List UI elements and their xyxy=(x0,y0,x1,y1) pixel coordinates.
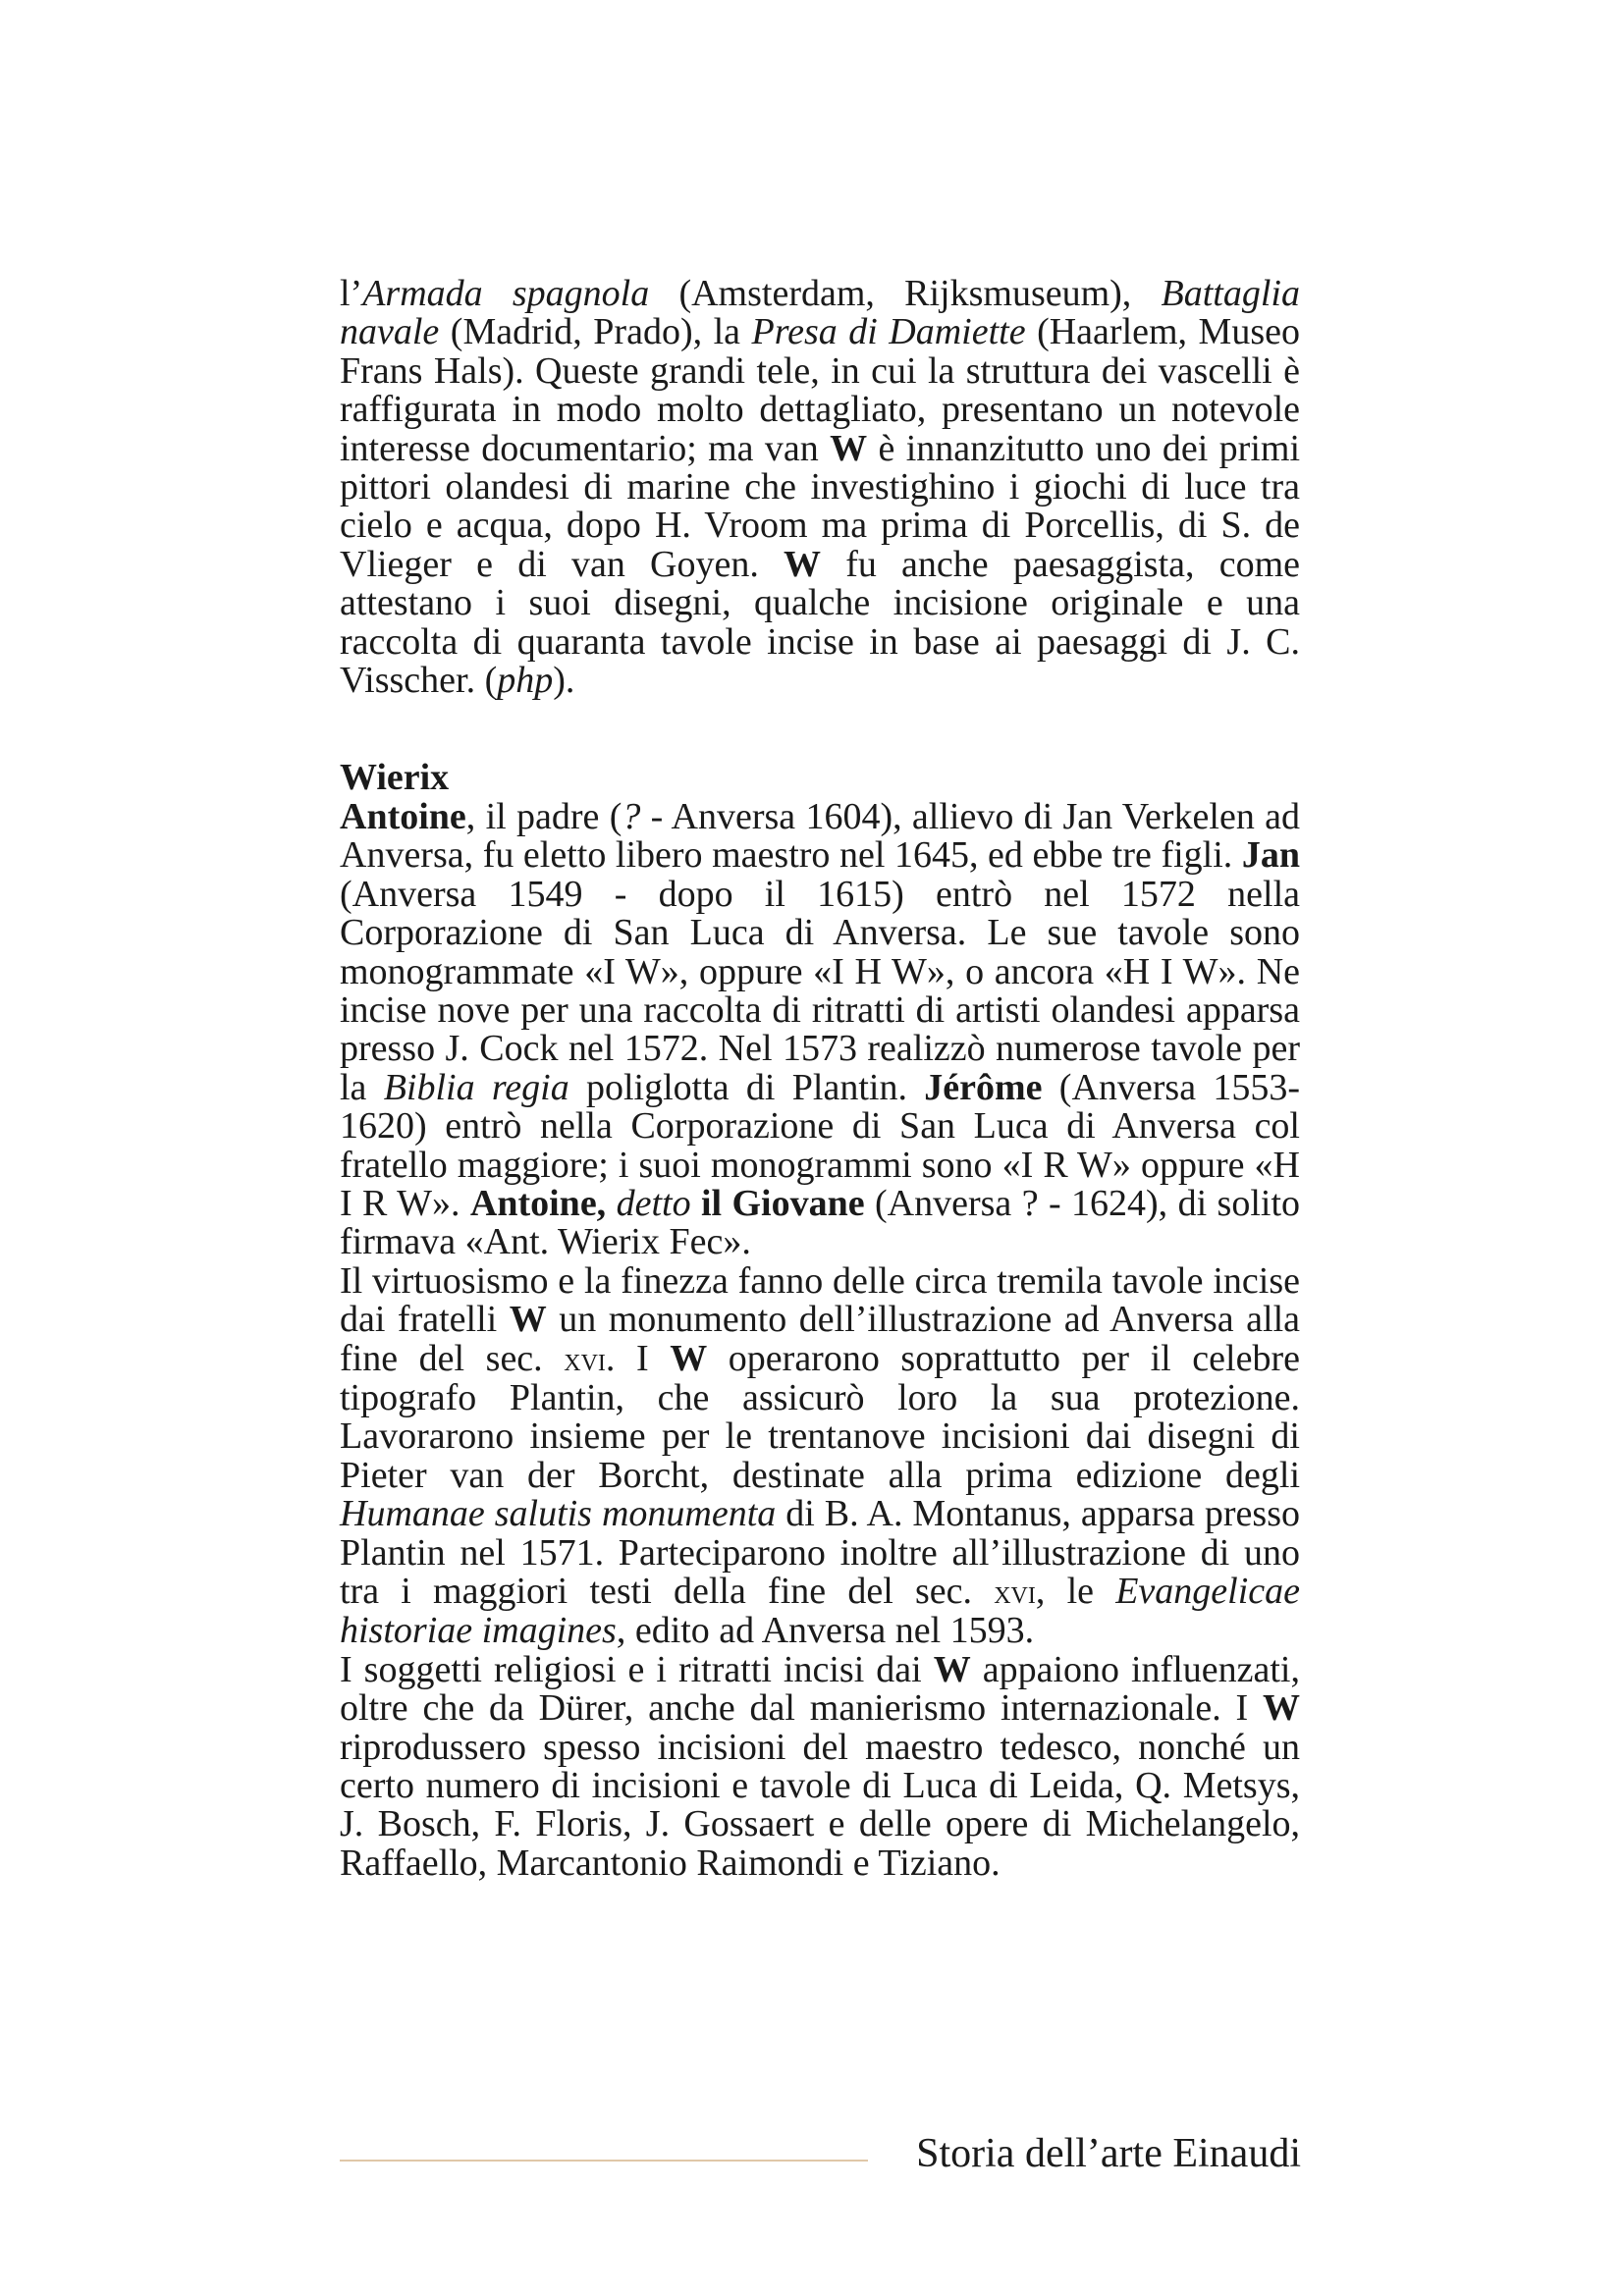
person-name: Antoine, xyxy=(469,1182,607,1224)
person-name: il Giovane xyxy=(690,1182,865,1224)
artwork-title: Armada spagnola xyxy=(362,273,650,314)
work-title: Biblia regia xyxy=(383,1066,569,1108)
century-numeral: xvi xyxy=(564,1341,606,1378)
text-run: fu anche paesaggista, come attestano i suoi disegni, qualche incisione originale e una raccolta di quaranta tavole incise in base ai paesaggi di J. C. Visscher. ( xyxy=(340,543,1300,702)
text-run: - Anversa 1604), allievo di Jan Verkelen ad Anversa, fu eletto libero maestro nel 1645, ed ebbe tre figli. xyxy=(340,795,1300,877)
artist-initial: W xyxy=(933,1648,971,1690)
entry-heading: Wierix xyxy=(340,757,450,799)
person-name: Jan xyxy=(1241,834,1300,877)
text-run: detto xyxy=(606,1182,691,1224)
text-run: Il virtuosismo e la finezza fanno delle circa tremila tavole incise dai fratelli xyxy=(340,1259,1300,1341)
artist-initial: W xyxy=(830,427,868,469)
text-run: (Amsterdam, Rijksmuseum), xyxy=(649,273,1162,314)
paragraph-family xyxy=(340,795,1301,1263)
text-run: (Anversa 1553-1620) entrò nella Corporazione di San Luca di Anversa col fratello maggiore; i suoi monogrammi sono «I R W» oppure «H I R W». xyxy=(340,1066,1300,1224)
text-run: riprodussero spesso incisioni del maestro tedesco, nonché un certo numero di incisioni e tavole di Luca di Leida, Q. Metsys, J. Bosch, F. Floris, J. Gossaert e delle opere di Michelangelo, Raffaello, Marcantonio Raimondi e Tiziano. xyxy=(340,1726,1300,1884)
intro-paragraph xyxy=(340,275,1300,700)
work-title: Humanae salutis monumenta xyxy=(340,1493,777,1535)
text-run: , il padre ( xyxy=(465,795,622,837)
artist-initial: W xyxy=(509,1299,547,1341)
footer-divider xyxy=(340,2160,868,2162)
text-run: di B. A. Montanus, apparsa presso Plantin nel 1571. Parteciparono inoltre all’illustrazione di uno tra i maggiori testi della fine del sec. xyxy=(340,1493,1300,1612)
artist-initial: W xyxy=(784,543,822,585)
text-run: . I xyxy=(605,1337,671,1379)
text-run: l’ xyxy=(340,273,363,314)
text-run: , le xyxy=(1035,1571,1116,1612)
text-run: ? xyxy=(622,795,641,837)
text-run: un monumento dell’illustrazione ad Anversa alla fine del sec. xyxy=(340,1299,1300,1379)
text-run: è innanzitutto uno dei primi pittori olandesi di marine che investighino i giochi di luce tra cielo e acqua, dopo H. Vroom ma prima di Porcellis, di S. de Vlieger e di van Goyen. xyxy=(340,427,1301,585)
text-run: I soggetti religiosi e i ritratti incisi dai xyxy=(340,1648,934,1690)
text-run: (Madrid, Prado), la xyxy=(439,311,752,353)
artwork-title: Battaglia navale xyxy=(340,273,1300,353)
text-run: (Haarlem, Museo Frans Hals). Queste grandi tele, in cui la struttura dei vascelli è raffigurata in modo molto dettagliato, presentano un notevole interesse documentario; ma van xyxy=(340,311,1300,469)
text-run: , edito ad Anversa nel 1593. xyxy=(616,1610,1035,1652)
paragraph-influences xyxy=(340,1648,1300,1884)
artist-initial: W xyxy=(1263,1687,1300,1730)
paragraph-works xyxy=(340,1259,1300,1652)
article-body xyxy=(340,275,1300,1883)
century-numeral: xvi xyxy=(994,1575,1036,1611)
text-run: appaiono influenzati, oltre che da Dürer, anche dal manierismo internazionale. I xyxy=(340,1648,1300,1730)
footer-publication-title: Storia dell’arte Einaudi xyxy=(916,2131,1301,2176)
author-initials: php xyxy=(497,660,554,702)
person-name: Antoine xyxy=(340,795,466,837)
artwork-title: Presa di Damiette xyxy=(751,311,1026,353)
artist-initial: W xyxy=(670,1337,708,1379)
text-run: (Anversa ? - 1624), di solito firmava «Ant. Wierix Fec». xyxy=(340,1182,1301,1263)
text-run: poliglotta di Plantin. xyxy=(568,1066,925,1108)
text-run: ). xyxy=(553,660,575,702)
text-run: (Anversa 1549 - dopo il 1615) entrò nel 1572 nella Corporazione di San Luca di Anversa. Le sue tavole sono monogrammate «I W», oppure «I H W», o ancora «H I W». Ne incise nove per una raccolta di ritratti di artisti olandesi apparsa presso J. Cock nel 1572. Nel 1573 realizzò numerose tavole per la xyxy=(340,873,1300,1108)
work-title: Evangelicae historiae imagines xyxy=(340,1571,1300,1652)
text-run: operarono soprattutto per il celebre tipografo Plantin, che assicurò loro la sua protezione. Lavorarono insieme per le trentanove incisioni dai disegni di Pieter van der Borcht, destinate alla prima edizione degli xyxy=(340,1337,1300,1496)
person-name: Jérôme xyxy=(924,1066,1043,1108)
